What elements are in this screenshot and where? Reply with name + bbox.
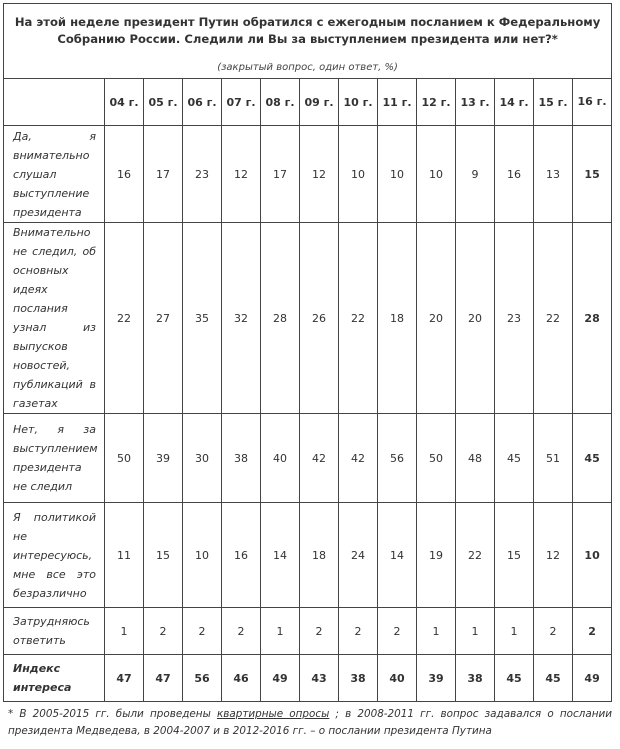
table-cell: 18 — [300, 503, 339, 608]
table-cell: 23 — [495, 223, 534, 414]
table-cell: 32 — [222, 223, 261, 414]
table-cell: 2 — [300, 608, 339, 655]
row-label-index: Индекс интереса — [4, 655, 105, 702]
table-row — [4, 223, 612, 414]
table-cell: 39 — [144, 414, 183, 503]
table-cell: 13 — [534, 126, 573, 223]
table-cell: 2 — [144, 608, 183, 655]
table-row — [4, 414, 612, 503]
table-cell: 1 — [456, 608, 495, 655]
table-cell: 12 — [534, 503, 573, 608]
table-cell: 2 — [183, 608, 222, 655]
table-cell: 16 — [495, 126, 534, 223]
table-cell-highlight: 28 — [573, 223, 612, 414]
table-cell: 10 — [417, 126, 456, 223]
table-cell: 17 — [144, 126, 183, 223]
index-row — [4, 655, 612, 702]
table-cell: 49 — [261, 655, 300, 702]
table-cell: 26 — [300, 223, 339, 414]
table-cell: 14 — [378, 503, 417, 608]
year-header: 05 г. — [144, 79, 183, 126]
table-cell: 9 — [456, 126, 495, 223]
table-cell: 2 — [222, 608, 261, 655]
table-cell: 47 — [105, 655, 144, 702]
row-label: Внимательно не следил, об основных идеях послания узнал из выпусков новостей, публикаций в газетах — [4, 223, 105, 414]
table-cell: 2 — [339, 608, 378, 655]
table-cell: 38 — [339, 655, 378, 702]
apartment-surveys-link[interactable]: квартирные опросы — [216, 708, 330, 720]
year-header: 14 г. — [495, 79, 534, 126]
table-cell: 46 — [222, 655, 261, 702]
table-cell: 1 — [417, 608, 456, 655]
title-row — [4, 4, 612, 79]
table-cell: 56 — [183, 655, 222, 702]
table-cell: 10 — [378, 126, 417, 223]
table-cell: 50 — [105, 414, 144, 503]
year-header: 08 г. — [261, 79, 300, 126]
year-header: 15 г. — [534, 79, 573, 126]
table-row — [4, 126, 612, 223]
footnote — [8, 706, 612, 740]
table-cell: 40 — [261, 414, 300, 503]
table-cell: 10 — [339, 126, 378, 223]
table-cell: 43 — [300, 655, 339, 702]
table-cell: 1 — [261, 608, 300, 655]
year-header: 11 г. — [378, 79, 417, 126]
row-label: Да, я внимательно слушал выступление президента — [4, 126, 105, 223]
table-cell: 28 — [261, 223, 300, 414]
table-cell: 35 — [183, 223, 222, 414]
table-cell: 22 — [534, 223, 573, 414]
table-cell-highlight: 49 — [573, 655, 612, 702]
table-row — [4, 503, 612, 608]
table-cell: 15 — [144, 503, 183, 608]
row-label: Затрудняюсь ответить — [4, 608, 105, 655]
table-cell: 42 — [300, 414, 339, 503]
table-cell: 24 — [339, 503, 378, 608]
table-cell: 12 — [300, 126, 339, 223]
table-cell: 38 — [222, 414, 261, 503]
year-header: 06 г. — [183, 79, 222, 126]
table-cell: 38 — [456, 655, 495, 702]
header-corner — [4, 79, 105, 126]
survey-table-container — [3, 3, 612, 697]
table-cell: 56 — [378, 414, 417, 503]
survey-table — [3, 3, 612, 702]
table-cell: 39 — [417, 655, 456, 702]
table-cell: 30 — [183, 414, 222, 503]
table-cell: 45 — [495, 414, 534, 503]
table-cell: 40 — [378, 655, 417, 702]
table-cell: 12 — [222, 126, 261, 223]
table-cell-highlight: 15 — [573, 126, 612, 223]
table-cell-highlight: 45 — [573, 414, 612, 503]
year-header: 13 г. — [456, 79, 495, 126]
table-cell: 20 — [417, 223, 456, 414]
table-cell: 18 — [378, 223, 417, 414]
table-title: На этой неделе президент Путин обратился с ежегодным посланием к Федеральному Собранию России. Следили ли Вы за выступлением президента или нет?* — [14, 15, 601, 46]
table-cell: 51 — [534, 414, 573, 503]
table-cell: 15 — [495, 503, 534, 608]
table-cell: 22 — [456, 503, 495, 608]
table-cell: 1 — [105, 608, 144, 655]
title-cell — [4, 4, 612, 79]
table-cell-highlight: 2 — [573, 608, 612, 655]
header-row — [4, 79, 612, 126]
table-cell: 27 — [144, 223, 183, 414]
table-cell: 11 — [105, 503, 144, 608]
table-cell: 22 — [339, 223, 378, 414]
row-label: Нет, я за выступлением президента не следил — [4, 414, 105, 503]
footnote-suffix: ; в 2008-2011 гг. вопрос задавался о послании президента Медведева, в 2004-2007 и в 2012-2016 гг. – о послании президента Путина — [8, 708, 612, 737]
table-cell: 14 — [261, 503, 300, 608]
year-header: 12 г. — [417, 79, 456, 126]
table-cell: 22 — [105, 223, 144, 414]
table-cell: 2 — [378, 608, 417, 655]
year-header: 07 г. — [222, 79, 261, 126]
table-cell: 19 — [417, 503, 456, 608]
table-cell: 17 — [261, 126, 300, 223]
table-cell: 1 — [495, 608, 534, 655]
table-cell: 16 — [105, 126, 144, 223]
table-row — [4, 608, 612, 655]
table-cell: 16 — [222, 503, 261, 608]
table-cell: 42 — [339, 414, 378, 503]
table-cell: 23 — [183, 126, 222, 223]
table-cell: 45 — [495, 655, 534, 702]
table-subtitle: (закрытый вопрос, один ответ, %) — [217, 62, 398, 73]
table-cell: 20 — [456, 223, 495, 414]
table-cell: 10 — [183, 503, 222, 608]
year-header: 09 г. — [300, 79, 339, 126]
table-cell-highlight: 10 — [573, 503, 612, 608]
year-header: 16 г. — [573, 79, 612, 126]
table-cell: 50 — [417, 414, 456, 503]
footnote-prefix: * В 2005-2015 гг. были проведены — [8, 708, 217, 720]
table-cell: 45 — [534, 655, 573, 702]
table-cell: 47 — [144, 655, 183, 702]
row-label: Я политикой не интересуюсь, мне все это безразлично — [4, 503, 105, 608]
table-cell: 2 — [534, 608, 573, 655]
year-header: 04 г. — [105, 79, 144, 126]
table-cell: 48 — [456, 414, 495, 503]
year-header: 10 г. — [339, 79, 378, 126]
